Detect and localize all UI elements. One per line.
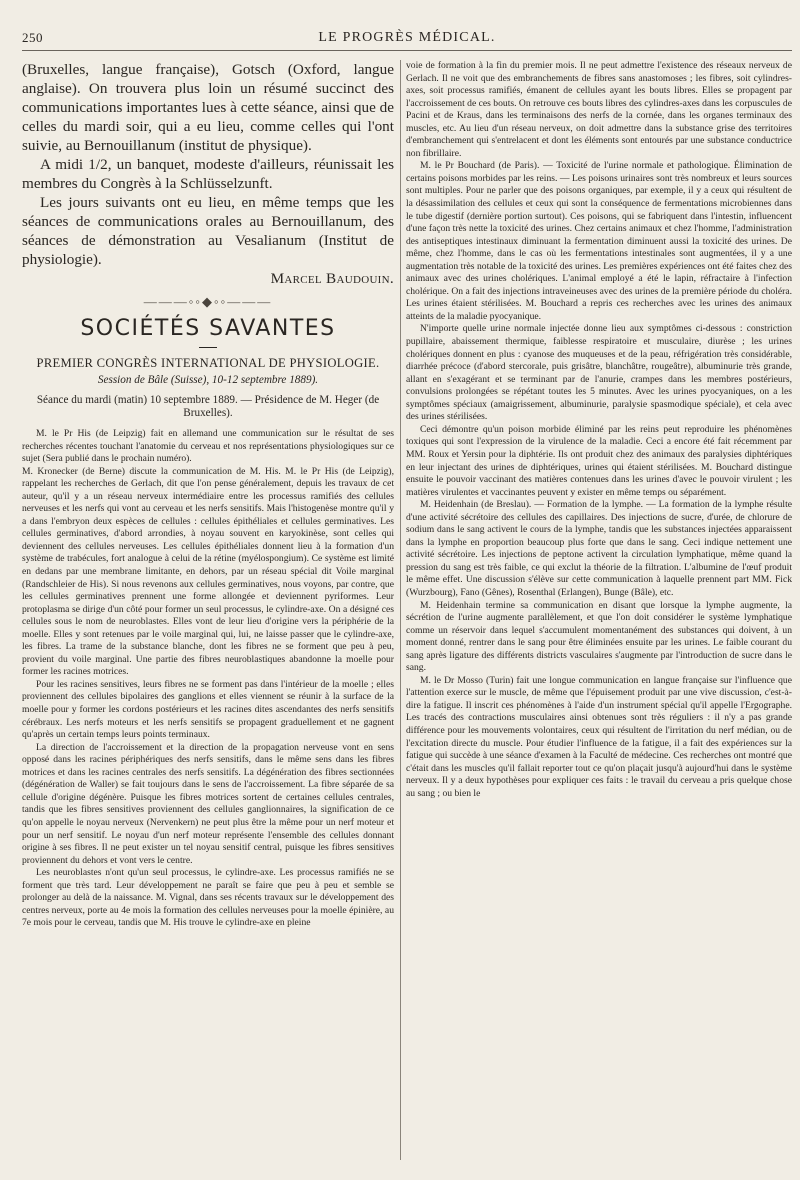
body-paragraph: voie de formation à la fin du premier mois. Il ne peut admettre l'existence des réseaux nerveux de Gerlach. Il ne voit que des embranchements de fibres sans anastomoses ; les fibres, soit cylindres-axes, soit processus ramifiés, émanent de cellules ayant les bouts libres. Elles se propagent par l'accroissement de ces bouts. On retrouve ces bouts libres des cylindres-axes dans les corpuscules de Pacini et de Kraus, dans les terminaisons des nerfs de la cornée, dans les organes terminaux des muscles, etc. Au lieu d'un réseau nerveux, on doit admettre dans la substance grise des territoires d'embranchement qui s'entrelacent et dont les éléments sont entourés par une substance conductrice non fibrillaire. [406,60,792,159]
title-rule [199,347,217,348]
column-divider [400,60,401,1160]
article-ending [22,60,394,288]
seance-heading: Séance du mardi (matin) 10 septembre 1889. — Présidence de M. Heger (de Bruxelles). [36,394,380,419]
lead-paragraph: A midi 1/2, un banquet, modeste d'ailleurs, réunissait les membres du Congrès à la Schlüsselzunft. [22,156,394,192]
body-paragraph: M. le Dr Mosso (Turin) fait une longue communication en langue française sur l'influence que l'attention exerce sur le muscle, de même que l'épuisement produit par une vive discussion, c'est-à-dire la fatigue. Il inscrit ces phénomènes à l'aide d'un instrument spécial qu'il appelle l'Ergographe. Les tracés des contractions musculaires ainsi obtenues sont très réguliers : il n'y a pas grande différence pour les mouvements volontaires, ceux qui résultent de l'irritation du nerf médian, ou de l'excitation directe du muscle. Pour étudier l'influence de la fatigue, il a fait des expériences sur la fatigue qui succède à une séance d'examen à la Faculté de médecine. Ces recherches ont montré que c'était dans les muscles qu'il fallait reporter tout ce qu'on plaçait jusqu'à aujourd'hui dans le système nerveux. Il y a deux hypothèses pour expliquer ces faits : le travail du cerveau a pris quelque chose au sang ; ou bien le [406,674,792,799]
journal-title: LE PROGRÈS MÉDICAL. [318,30,496,45]
body-paragraph: N'importe quelle urine normale injectée donne lieu aux symptômes ci-dessous : constriction pupillaire, abaissement thermique, faiblesse respiratoire et musculaire, diurèse ; les urines cholériques donnent en plus : cyanose des muqueuses et de la peau, réfrigération très considérable, diarrhée précoce (d'abord stercorale, puis grisâtre, blanchâtre, rougeâtre), albuminurie très grande, allant en s'exagérant et se terminant par de l'anurie, crampes dans les membres postérieurs, convulsions prolongées se répétant toutes les 5 minutes. Avec les urines pyocyaniques, on a les symptômes spéciaux (amaigrissement, albuminurie, paralysie spasmodique spéciale), et cela avec des urines stérilisées. [406,323,792,423]
session-subtitle: Session de Bâle (Suisse), 10-12 septembre 1889). [97,374,319,386]
section-title: SOCIÉTÉS SAVANTES [80,316,336,341]
body-paragraph: M. le Pr His (de Leipzig) fait en allemand une communication sur le résultat de ses recherches récentes touchant l'anatomie du cerveau et nos représentations physiologiques sur ce sujet (Sera publié dans le prochain numéro). [22,428,394,465]
running-header [22,28,792,51]
body-paragraph: M. Kronecker (de Berne) discute la communication de M. His. M. le Pr His (de Leipzig), rappelant les recherches de Gerlach, dit que l'on pense généralement, depuis les travaux de cet auteur, qu'il y a un réseau nerveux intermédiaire entre les processus ramifiés des cellules nerveuses et les nerfs qui vont au cerveau et les nerfs sensitifs. Mais l'histogenèse montre qu'il y a dans l'embryon deux espèces de cellules : cellules épithéliales et cellules germinatives. Les cellules germinatives, d'abord arrondies, à noyau souvent en karyokinèse, sont celles qui deviennent des cellules nerveuses. Les cellules épithéliales donnent lieu à la formation d'un système de trabécules, fort analogue à celui de la rétine (myélospongium). Ce système est limité en dedans par une membrane limitante, en dehors, par un réseau spécial dit Voile marginal (Randschleier de His). Si nous revenons aux cellules germinatives, nous voyons, par contre, que les cellules germinatives prennent une forme allongée et deviennent pyriformes. Leur protoplasma se dirige d'un côté pour former un seul processus, le cylindre-axe. On a désigné ces cellules sous le nom de neuroblastes. Elles vont de leur lieu d'origine vers la périphérie de la moelle. Elles y sont retenues par le voile marginal qui, lui, ne laisse passer que le cylindre-axe, les fibres. La trame de la substance blanche, dont les fibres ne se forment que peu à peu, provient du voile marginal. Une partie des fibres neuroblastiques abandonne la moelle pour former les racines motrices. [22,465,394,678]
lead-paragraph: (Bruxelles, langue française), Gotsch (Oxford, langue anglaise). On trouvera plus loin un résumé succinct des communications importantes lues à cette séance, ainsi que de celles du mardi soir, qui a eu lieu, comme celles qui l'ont suivie, au Bernouillanum (institut de physique). [22,61,394,154]
ornamental-divider: ———◦◦◆◦◦——— [143,294,273,309]
author-signature: Marcel Baudouin. [270,270,394,287]
body-paragraph: Pour les racines sensitives, leurs fibres ne se forment pas dans l'intérieur de la moelle ; elles proviennent des cellules bipolaires des ganglions et elles viennent se réunir à la surface de la moelle pour y former les cordons postérieurs et les racines dites ascendantes des nerfs sensitifs cérébraux. Les nerfs moteurs et les nerfs sensitifs se propagent graduellement et ne gagnent qu'après un certain temps leurs points terminaux. [22,678,394,741]
lead-paragraph: Les jours suivants ont eu lieu, en même temps que les séances de communications orales au Bernouillanum, des séances de démonstration au Vesalianum (Institut de physiologie). [22,194,394,268]
body-paragraph: M. Heidenhain termine sa communication en disant que lorsque la lymphe augmente, la sécrétion de l'urine augmente parallèlement, et que l'on doit considérer le système lymphatique comme un réservoir dans lequel s'accumulent momentanément des substances qui doivent, à un moment donné, rentrer dans le sang pour être éliminées ensuite par les urines. Le faible courant du sang après ligature des différents districts vasculaires s'augmente par l'introduction de sucre dans le sang. [406,599,792,674]
body-paragraph: M. Heidenhain (de Breslau). — Formation de la lymphe. — La formation de la lymphe résulte d'une activité sécrétoire des cellules des capillaires. Des injections de sucre, d'urée, de chlorure de sodium dans le sang activent le cours de la lymphe, tandis que les substances injectées apparaissent dans la lymphe en proportion beaucoup plus forte que dans le sang. Ceci indique nettement une activité sécrétoire. Les injections de peptone activent la circulation lymphatique, même quand la pression du sang est très faible, ce qui exclut la théorie de la filtration. L'albumine de l'œuf produit le même effet. Une discussion s'élève sur cette communication à laquelle prennent part MM. Fick (Wurzbourg), Fano (Gênes), Rosenthal (Erlangen), Bunge (Bâle), etc. [406,499,792,598]
newspaper-page [22,28,792,1168]
right-column [406,60,792,1165]
body-paragraph: Ceci démontre qu'un poison morbide éliminé par les reins peut reproduire les phénomènes toxiques qui sont l'expression de la virulence de la maladie. Ceci a encore été fait récemment par MM. Roux et Yersin pour la diphtérie. Ils ont produit chez des animaux des paralysies diphtériques en leur injectant des urines de diphtériques, urines qui étaient stérilisées. M. Bouchard distingue ensuite le pouvoir vaccinant des matières contenues dans les urines d'avec le pouvoir virulent ; les matières virulentes et vaccinantes peuvent y exister en même temps ou séparément. [406,423,792,498]
proceedings-text [22,428,394,930]
body-paragraph: M. le Pr Bouchard (de Paris). — Toxicité de l'urine normale et pathologique. Élimination de certains poisons morbides par les reins. — Les poisons urinaires sont très nombreux et leurs sources sont multiples. Pour ne parler que des poisons organiques, par exemple, il y a ceux qui résultent de la désassimilation des cellules et ceux qui sont la conséquence de fermentations microbiennes dans le tube digestif (dernière portion surtout). Ces poisons, qui se fabriquent dans l'intestin, influencent d'une façon très nette la toxicité des urines. Chez certains animaux et chez l'homme, l'administration des antiseptiques intestinaux diminuant la fermentation diminuent aussi la toxicité des urines. De même, chez l'homme, dans le cas où les fermentations intestinales sont augmentées, il y a une augmentation très notable de la toxicité des urines. Les premières expériences ont été faites chez des animaux avec des urines cholériques. L'animal employé a été le lapin, réfractaire à l'infection cholérique. On a fait des injections intraveineuses avec des urines de la première période du choléra. Les urines étaient stérilisées. M. Bouchard a repris ces recherches avec les urines des animaux atteints de la maladie pyocyanique. [406,160,792,322]
body-paragraph: Les neuroblastes n'ont qu'un seul processus, le cylindre-axe. Les processus ramifiés ne se forment que très tard. Leur développement ne paraît se faire que peu à peu et semble se prolonger au delà de la naissance. M. Vignal, dans ses récents travaux sur le développement des centres nerveux, porte au 4e mois la formation des cellules nerveuses pour la moelle épinière, au 7e mois pour le cerveau, tandis que M. His trouve le cylindre-axe en pleine [22,867,394,929]
body-paragraph: La direction de l'accroissement et la direction de la propagation nerveuse vont en sens opposé dans les racines périphériques des nerfs sensitifs, dans le même sens dans les fibres motrices et dans les racines centrales des nerfs sensitifs. La dégénération des fibres sectionnées (dégénération de Waller) se fait toujours dans le sens de l'accroissement. La fibre séparée de sa cellule d'origine dégénère. Puisque les fibres motrices sortent de certaines cellules centrales, tandis que les fibres sensitives proviennent des cellules ganglionnaires, la signification de ce qu'on appelle le noyau nerveux (Nervenkern) ne peut plus être la même pour un nerf moteur et pour un nerf sensitif. Le noyau d'un nerf moteur représente l'ensemble des cellules donnant origine à ses fibres. Il ne peut exister un tel noyau sensitif central, puisque les fibres sensitives proviennent du dehors et vont vers le centre. [22,741,394,866]
page-number: 250 [22,30,43,45]
left-column [22,60,394,1165]
congress-title: PREMIER CONGRÈS INTERNATIONAL DE PHYSIOLOGIE. [36,356,380,370]
